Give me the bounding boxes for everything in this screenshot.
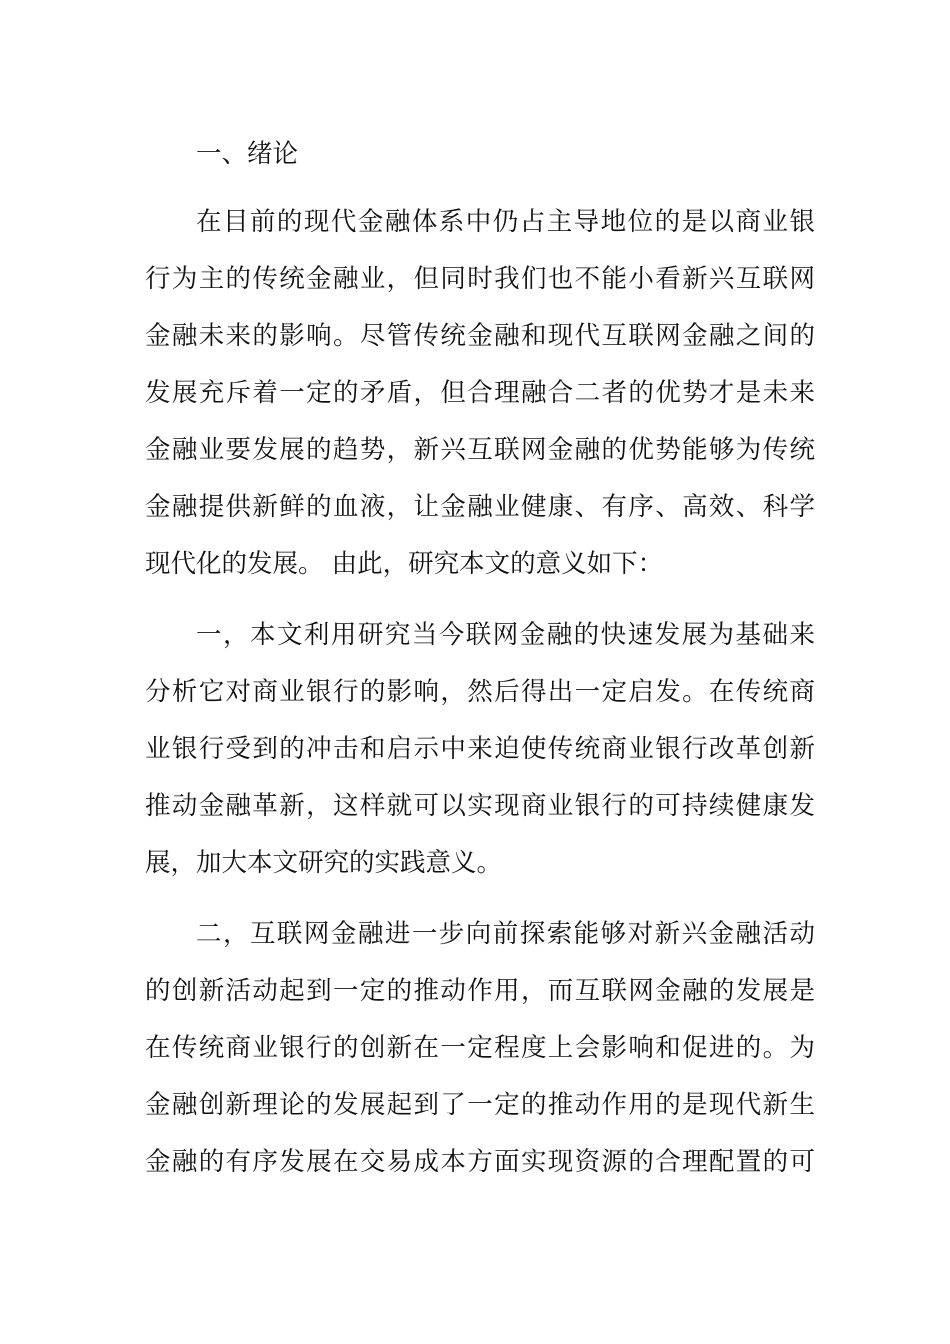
paragraph-2-line-2: 分析它对商业银行的影响，然后得出一定启发。在传统商 [145, 677, 815, 707]
paragraph-1-line-1: 在目前的现代金融体系中仍占主导地位的是以商业银 [196, 207, 815, 237]
paragraph-2-line-4: 推动金融革新，这样就可以实现商业银行的可持续健康发 [145, 791, 815, 821]
paragraph-3-line-4: 金融创新理论的发展起到了一定的推动作用的是现代新生 [145, 1090, 815, 1120]
section-heading: 一、绪论 [196, 139, 299, 169]
paragraph-2-line-5: 展，加大本文研究的实践意义。 [145, 848, 503, 878]
paragraph-1-line-2: 行为主的传统金融业，但同时我们也不能小看新兴互联网 [145, 264, 815, 294]
paragraph-1-line-5: 金融业要发展的趋势，新兴互联网金融的优势能够为传统 [145, 435, 815, 465]
paragraph-3-line-3: 在传统商业银行的创新在一定程度上会影响和促进的。为 [145, 1033, 815, 1063]
paragraph-1-line-7: 现代化的发展。 由此，研究本文的意义如下： [145, 549, 664, 579]
paragraph-3-line-1: 二，互联网金融进一步向前探索能够对新兴金融活动 [196, 919, 815, 949]
paragraph-2-line-1: 一，本文利用研究当今联网金融的快速发展为基础来 [196, 620, 815, 650]
paragraph-1-line-6: 金融提供新鲜的血液，让金融业健康、有序、高效、科学 [145, 492, 815, 522]
paragraph-2-line-3: 业银行受到的冲击和启示中来迫使传统商业银行改革创新 [145, 734, 815, 764]
paragraph-3-line-2: 的创新活动起到一定的推动作用，而互联网金融的发展是 [145, 976, 815, 1006]
paragraph-1-line-3: 金融未来的影响。尽管传统金融和现代互联网金融之间的 [145, 321, 815, 351]
paragraph-3-line-5: 金融的有序发展在交易成本方面实现资源的合理配置的可 [145, 1147, 815, 1177]
paragraph-1-line-4: 发展充斥着一定的矛盾，但合理融合二者的优势才是未来 [145, 378, 815, 408]
